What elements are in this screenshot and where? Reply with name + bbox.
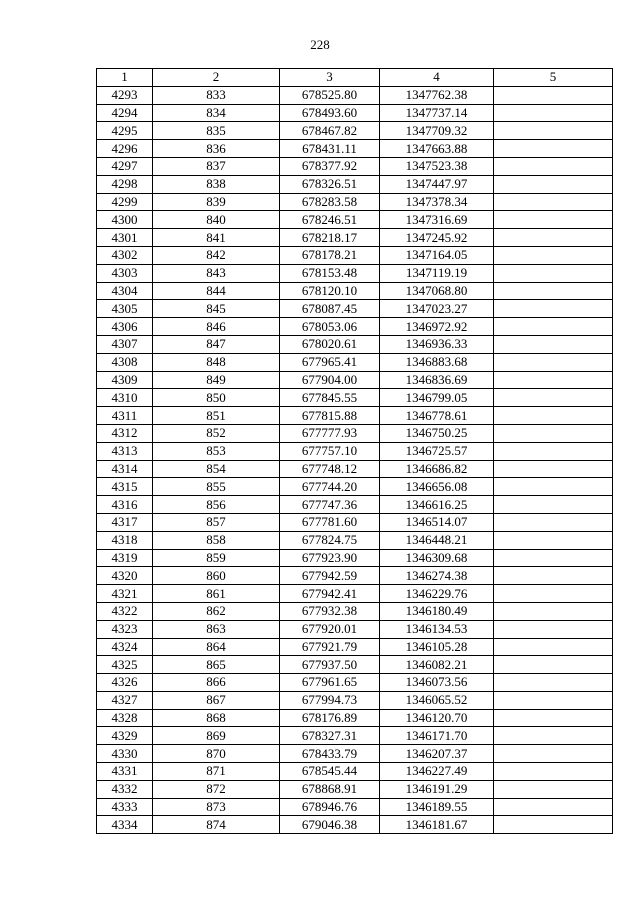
table-row: [97, 157, 613, 175]
table-cell-col-1: 4316: [97, 496, 153, 514]
table-cell-col-3: 677994.73: [280, 691, 380, 709]
table-cell-col-1: 4297: [97, 157, 153, 175]
table-cell-col-5: [494, 567, 613, 585]
table-cell-col-3: 677942.59: [280, 567, 380, 585]
table-cell-col-5: [494, 745, 613, 763]
table-cell-col-3: 677932.38: [280, 602, 380, 620]
table-cell-col-1: 4325: [97, 656, 153, 674]
table-cell-col-2: 867: [153, 691, 280, 709]
table-cell-col-1: 4300: [97, 211, 153, 229]
table-cell-col-3: 677920.01: [280, 620, 380, 638]
table-row: [97, 282, 613, 300]
table-cell-col-1: 4311: [97, 407, 153, 425]
table-cell-col-2: 858: [153, 531, 280, 549]
table-cell-col-3: 678545.44: [280, 763, 380, 781]
table-row: [97, 211, 613, 229]
table-cell-col-2: 868: [153, 709, 280, 727]
table-cell-col-4: 1346180.49: [380, 602, 494, 620]
table-cell-col-2: 859: [153, 549, 280, 567]
table-cell-col-4: 1346189.55: [380, 798, 494, 816]
table-cell-col-2: 857: [153, 513, 280, 531]
table-cell-col-5: [494, 264, 613, 282]
table-cell-col-5: [494, 816, 613, 834]
table-cell-col-3: 678493.60: [280, 104, 380, 122]
table-cell-col-4: 1346191.29: [380, 780, 494, 798]
table-cell-col-1: 4331: [97, 763, 153, 781]
table-cell-col-4: 1346686.82: [380, 460, 494, 478]
table-cell-col-2: 846: [153, 318, 280, 336]
column-header-3: 3: [280, 69, 380, 87]
table-cell-col-5: [494, 620, 613, 638]
table-row: [97, 816, 613, 834]
table-cell-col-1: 4314: [97, 460, 153, 478]
table-cell-col-5: [494, 300, 613, 318]
table-row: [97, 407, 613, 425]
table-row: [97, 709, 613, 727]
table-cell-col-5: [494, 513, 613, 531]
table-cell-col-5: [494, 318, 613, 336]
table-cell-col-2: 855: [153, 478, 280, 496]
table-row: [97, 780, 613, 798]
table-cell-col-3: 678087.45: [280, 300, 380, 318]
table-cell-col-2: 862: [153, 602, 280, 620]
table-cell-col-5: [494, 157, 613, 175]
table-cell-col-5: [494, 335, 613, 353]
column-header-5: 5: [494, 69, 613, 87]
table-cell-col-1: 4293: [97, 86, 153, 104]
table-cell-col-5: [494, 122, 613, 140]
table-cell-col-1: 4320: [97, 567, 153, 585]
table-cell-col-3: 678053.06: [280, 318, 380, 336]
table-cell-col-2: 869: [153, 727, 280, 745]
table-cell-col-3: 678178.21: [280, 246, 380, 264]
table-header: [97, 69, 613, 87]
table-cell-col-2: 871: [153, 763, 280, 781]
table-row: [97, 478, 613, 496]
table-cell-col-5: [494, 763, 613, 781]
table-cell-col-3: 677747.36: [280, 496, 380, 514]
table-cell-col-3: 677757.10: [280, 442, 380, 460]
table-row: [97, 798, 613, 816]
table-cell-col-2: 853: [153, 442, 280, 460]
table-row: [97, 763, 613, 781]
table-cell-col-4: 1346171.70: [380, 727, 494, 745]
table-cell-col-4: 1346229.76: [380, 585, 494, 603]
table-cell-col-4: 1346799.05: [380, 389, 494, 407]
table-cell-col-4: 1347762.38: [380, 86, 494, 104]
table-cell-col-3: 678120.10: [280, 282, 380, 300]
table-cell-col-4: 1347316.69: [380, 211, 494, 229]
table-cell-col-3: 677921.79: [280, 638, 380, 656]
table-cell-col-4: 1346656.08: [380, 478, 494, 496]
table-cell-col-4: 1346883.68: [380, 353, 494, 371]
table-cell-col-3: 678433.79: [280, 745, 380, 763]
table-cell-col-5: [494, 353, 613, 371]
table-row: [97, 549, 613, 567]
table-cell-col-4: 1346725.57: [380, 442, 494, 460]
table-cell-col-4: 1346936.33: [380, 335, 494, 353]
table-cell-col-1: 4295: [97, 122, 153, 140]
table-row: [97, 691, 613, 709]
table-cell-col-2: 834: [153, 104, 280, 122]
table-cell-col-4: 1346448.21: [380, 531, 494, 549]
table-cell-col-3: 678326.51: [280, 175, 380, 193]
table-cell-col-4: 1347068.80: [380, 282, 494, 300]
page-number: 228: [310, 37, 330, 52]
table-cell-col-2: 854: [153, 460, 280, 478]
table-cell-col-5: [494, 104, 613, 122]
table-cell-col-3: 677824.75: [280, 531, 380, 549]
table-row: [97, 140, 613, 158]
table-cell-col-4: 1346207.37: [380, 745, 494, 763]
table-cell-col-4: 1346972.92: [380, 318, 494, 336]
table-cell-col-4: 1346181.67: [380, 816, 494, 834]
table-cell-col-1: 4301: [97, 229, 153, 247]
table-cell-col-3: 678020.61: [280, 335, 380, 353]
table-cell-col-1: 4318: [97, 531, 153, 549]
table-cell-col-4: 1347447.97: [380, 175, 494, 193]
table-cell-col-5: [494, 282, 613, 300]
table-row: [97, 229, 613, 247]
table-cell-col-4: 1346134.53: [380, 620, 494, 638]
table-cell-col-1: 4323: [97, 620, 153, 638]
table-cell-col-5: [494, 691, 613, 709]
table-cell-col-3: 677923.90: [280, 549, 380, 567]
table-row: [97, 264, 613, 282]
table-cell-col-1: 4310: [97, 389, 153, 407]
table-cell-col-4: 1346514.07: [380, 513, 494, 531]
table-cell-col-2: 851: [153, 407, 280, 425]
table-cell-col-5: [494, 602, 613, 620]
table-cell-col-3: 678377.92: [280, 157, 380, 175]
table-cell-col-3: 677937.50: [280, 656, 380, 674]
table-cell-col-2: 833: [153, 86, 280, 104]
table-cell-col-5: [494, 86, 613, 104]
table-cell-col-2: 865: [153, 656, 280, 674]
table-row: [97, 513, 613, 531]
table-cell-col-4: 1347023.27: [380, 300, 494, 318]
table-cell-col-3: 678431.11: [280, 140, 380, 158]
table-cell-col-2: 870: [153, 745, 280, 763]
table-header-row: [97, 69, 613, 87]
table-row: [97, 745, 613, 763]
table-cell-col-5: [494, 780, 613, 798]
table-cell-col-3: 677904.00: [280, 371, 380, 389]
table-cell-col-1: 4304: [97, 282, 153, 300]
table-cell-col-5: [494, 246, 613, 264]
table-row: [97, 442, 613, 460]
table-cell-col-2: 873: [153, 798, 280, 816]
table-cell-col-5: [494, 371, 613, 389]
table-cell-col-1: 4327: [97, 691, 153, 709]
table-cell-col-2: 841: [153, 229, 280, 247]
table-cell-col-1: 4294: [97, 104, 153, 122]
column-header-4: 4: [380, 69, 494, 87]
table-cell-col-5: [494, 193, 613, 211]
table-cell-col-4: 1347663.88: [380, 140, 494, 158]
table-cell-col-3: 678153.48: [280, 264, 380, 282]
table-cell-col-5: [494, 531, 613, 549]
table-cell-col-5: [494, 727, 613, 745]
table-cell-col-4: 1347737.14: [380, 104, 494, 122]
table-cell-col-1: 4299: [97, 193, 153, 211]
table-cell-col-1: 4317: [97, 513, 153, 531]
table-body: [97, 86, 613, 833]
table-cell-col-5: [494, 389, 613, 407]
table-cell-col-2: 839: [153, 193, 280, 211]
table-cell-col-4: 1347709.32: [380, 122, 494, 140]
table-cell-col-4: 1346778.61: [380, 407, 494, 425]
table-cell-col-5: [494, 656, 613, 674]
table-row: [97, 86, 613, 104]
table-cell-col-2: 874: [153, 816, 280, 834]
table-row: [97, 460, 613, 478]
table-cell-col-1: 4296: [97, 140, 153, 158]
table-row: [97, 424, 613, 442]
table-cell-col-3: 677748.12: [280, 460, 380, 478]
table-cell-col-4: 1347245.92: [380, 229, 494, 247]
table-cell-col-1: 4306: [97, 318, 153, 336]
table-cell-col-1: 4303: [97, 264, 153, 282]
table-cell-col-3: 677777.93: [280, 424, 380, 442]
table-row: [97, 193, 613, 211]
table-cell-col-5: [494, 496, 613, 514]
table-cell-col-4: 1347164.05: [380, 246, 494, 264]
table-row: [97, 300, 613, 318]
table-cell-col-4: 1347378.34: [380, 193, 494, 211]
table-cell-col-1: 4324: [97, 638, 153, 656]
table-row: [97, 656, 613, 674]
table-cell-col-5: [494, 175, 613, 193]
table-cell-col-1: 4319: [97, 549, 153, 567]
table-cell-col-3: 678946.76: [280, 798, 380, 816]
table-row: [97, 638, 613, 656]
table-cell-col-4: 1347523.38: [380, 157, 494, 175]
table-cell-col-4: 1346120.70: [380, 709, 494, 727]
table-cell-col-3: 678283.58: [280, 193, 380, 211]
table-cell-col-3: 678525.80: [280, 86, 380, 104]
table-cell-col-3: 677965.41: [280, 353, 380, 371]
table-cell-col-3: 678246.51: [280, 211, 380, 229]
table-cell-col-5: [494, 709, 613, 727]
table-cell-col-3: 677845.55: [280, 389, 380, 407]
table-cell-col-2: 852: [153, 424, 280, 442]
table-cell-col-2: 840: [153, 211, 280, 229]
table-row: [97, 175, 613, 193]
table-cell-col-3: 677942.41: [280, 585, 380, 603]
table-row: [97, 674, 613, 692]
table-cell-col-1: 4305: [97, 300, 153, 318]
table-cell-col-3: 679046.38: [280, 816, 380, 834]
table-cell-col-1: 4321: [97, 585, 153, 603]
table-cell-col-4: 1346073.56: [380, 674, 494, 692]
table-cell-col-1: 4313: [97, 442, 153, 460]
table-cell-col-2: 845: [153, 300, 280, 318]
table-cell-col-4: 1346750.25: [380, 424, 494, 442]
table-cell-col-2: 837: [153, 157, 280, 175]
table-row: [97, 496, 613, 514]
table-cell-col-1: 4332: [97, 780, 153, 798]
table-cell-col-2: 866: [153, 674, 280, 692]
table-cell-col-3: 677781.60: [280, 513, 380, 531]
table-cell-col-5: [494, 674, 613, 692]
table-cell-col-4: 1346082.21: [380, 656, 494, 674]
table-cell-col-1: 4330: [97, 745, 153, 763]
table-row: [97, 104, 613, 122]
table-cell-col-3: 678327.31: [280, 727, 380, 745]
table-cell-col-1: 4329: [97, 727, 153, 745]
table-row: [97, 318, 613, 336]
table-cell-col-1: 4334: [97, 816, 153, 834]
table-cell-col-3: 677815.88: [280, 407, 380, 425]
table-cell-col-2: 864: [153, 638, 280, 656]
table-cell-col-5: [494, 211, 613, 229]
table-cell-col-1: 4308: [97, 353, 153, 371]
table-cell-col-2: 863: [153, 620, 280, 638]
table-cell-col-5: [494, 478, 613, 496]
table-row: [97, 585, 613, 603]
table-cell-col-5: [494, 407, 613, 425]
table-cell-col-3: 678467.82: [280, 122, 380, 140]
table-row: [97, 602, 613, 620]
table-cell-col-2: 838: [153, 175, 280, 193]
table-row: [97, 371, 613, 389]
table-cell-col-5: [494, 229, 613, 247]
table-cell-col-2: 850: [153, 389, 280, 407]
table-cell-col-5: [494, 638, 613, 656]
table-cell-col-4: 1346309.68: [380, 549, 494, 567]
table-cell-col-2: 872: [153, 780, 280, 798]
table-row: [97, 727, 613, 745]
table-cell-col-1: 4322: [97, 602, 153, 620]
table-cell-col-2: 861: [153, 585, 280, 603]
table-cell-col-2: 860: [153, 567, 280, 585]
table-cell-col-1: 4309: [97, 371, 153, 389]
table-cell-col-2: 835: [153, 122, 280, 140]
table-cell-col-5: [494, 424, 613, 442]
table-cell-col-5: [494, 798, 613, 816]
table-cell-col-2: 836: [153, 140, 280, 158]
table-row: [97, 389, 613, 407]
table-row: [97, 246, 613, 264]
table-cell-col-2: 842: [153, 246, 280, 264]
table-cell-col-5: [494, 549, 613, 567]
table-cell-col-3: 677961.65: [280, 674, 380, 692]
column-header-2: 2: [153, 69, 280, 87]
table-cell-col-2: 848: [153, 353, 280, 371]
column-header-1: 1: [97, 69, 153, 87]
table-row: [97, 531, 613, 549]
table-cell-col-4: 1346105.28: [380, 638, 494, 656]
table-cell-col-1: 4326: [97, 674, 153, 692]
table-cell-col-2: 843: [153, 264, 280, 282]
table-cell-col-4: 1346836.69: [380, 371, 494, 389]
table-cell-col-1: 4315: [97, 478, 153, 496]
table-cell-col-4: 1346616.25: [380, 496, 494, 514]
table-cell-col-2: 847: [153, 335, 280, 353]
table-row: [97, 567, 613, 585]
table-cell-col-4: 1346274.38: [380, 567, 494, 585]
table-cell-col-3: 677744.20: [280, 478, 380, 496]
table-cell-col-5: [494, 585, 613, 603]
coordinates-table: [96, 68, 613, 834]
table-row: [97, 335, 613, 353]
table-cell-col-2: 856: [153, 496, 280, 514]
table-cell-col-1: 4298: [97, 175, 153, 193]
table-cell-col-3: 678218.17: [280, 229, 380, 247]
table-cell-col-1: 4333: [97, 798, 153, 816]
table-cell-col-1: 4302: [97, 246, 153, 264]
table-cell-col-4: 1346227.49: [380, 763, 494, 781]
table-cell-col-1: 4328: [97, 709, 153, 727]
table-cell-col-4: 1346065.52: [380, 691, 494, 709]
table-row: [97, 122, 613, 140]
table-cell-col-5: [494, 460, 613, 478]
table-cell-col-3: 678176.89: [280, 709, 380, 727]
table-cell-col-1: 4312: [97, 424, 153, 442]
table-cell-col-5: [494, 140, 613, 158]
table-cell-col-3: 678868.91: [280, 780, 380, 798]
table-cell-col-4: 1347119.19: [380, 264, 494, 282]
table-row: [97, 620, 613, 638]
table-cell-col-5: [494, 442, 613, 460]
table-cell-col-2: 849: [153, 371, 280, 389]
table-cell-col-1: 4307: [97, 335, 153, 353]
table-cell-col-2: 844: [153, 282, 280, 300]
table-row: [97, 353, 613, 371]
